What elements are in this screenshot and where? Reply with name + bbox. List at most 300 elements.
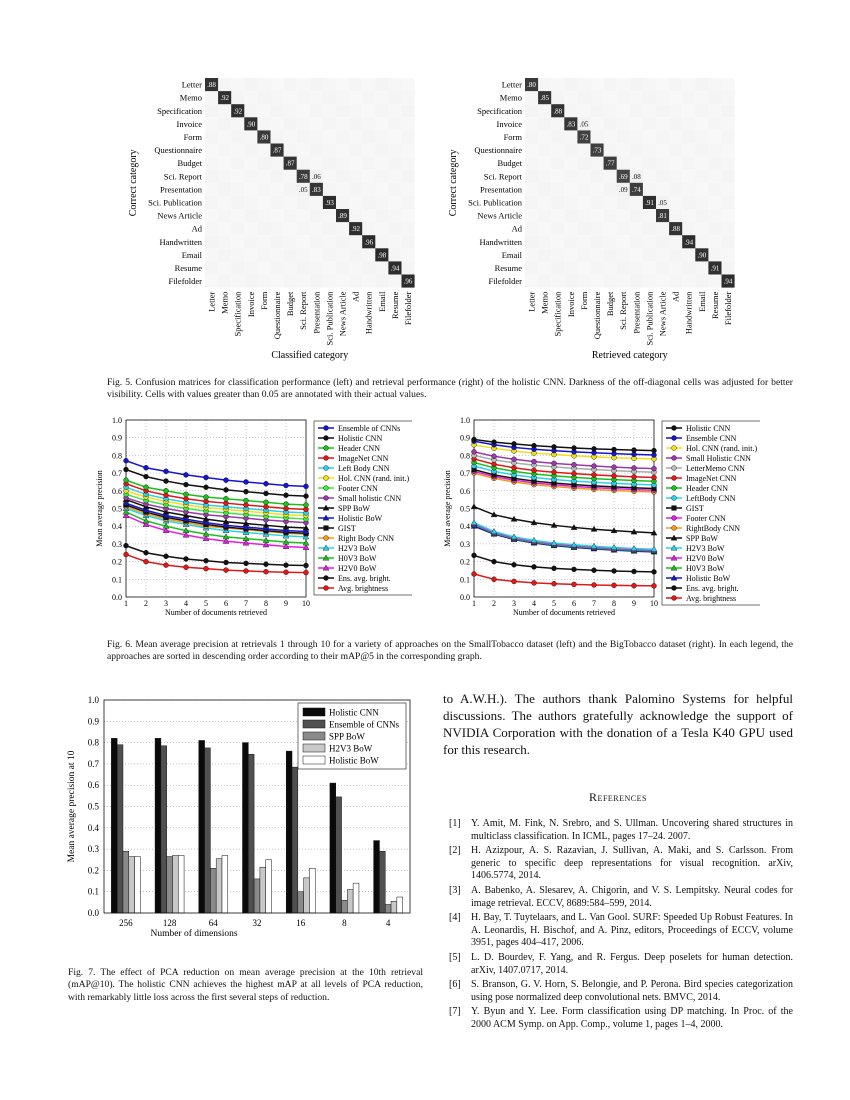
cm-cell bbox=[656, 130, 669, 143]
legend-label: Holistic BoW bbox=[686, 574, 731, 583]
cm-cell bbox=[284, 117, 297, 130]
y-tick-label: 0.4 bbox=[87, 822, 99, 833]
cm-cell bbox=[551, 130, 564, 143]
x-tick-label: 9 bbox=[632, 599, 636, 608]
cm-cell bbox=[244, 104, 257, 117]
cm-cell bbox=[218, 235, 231, 248]
y-tick-label: 0.7 bbox=[460, 469, 470, 479]
cm-col-label: Invoice bbox=[565, 291, 576, 318]
x-tick-label: 10 bbox=[650, 599, 658, 608]
legend-label: Header CNN bbox=[686, 484, 728, 493]
data-point bbox=[572, 462, 577, 467]
cm-cell bbox=[323, 130, 336, 143]
cm-cell bbox=[402, 91, 415, 104]
cm-cell bbox=[375, 275, 388, 288]
data-point bbox=[512, 579, 517, 584]
cm-cell bbox=[630, 248, 643, 261]
cm-cell bbox=[205, 157, 218, 170]
cm-cell bbox=[525, 170, 538, 183]
cm-cell bbox=[682, 196, 695, 209]
cm-cell bbox=[591, 275, 604, 288]
cm-cell bbox=[669, 78, 682, 91]
data-point bbox=[164, 488, 169, 493]
cm-cell bbox=[362, 183, 375, 196]
cm-cell bbox=[244, 209, 257, 222]
legend-label: H2V0 BoW bbox=[686, 554, 725, 563]
cm-cell bbox=[604, 130, 617, 143]
cm-cell bbox=[388, 170, 401, 183]
cm-cell bbox=[551, 91, 564, 104]
cm-row-label: Specification bbox=[477, 105, 522, 116]
cm-cell bbox=[538, 144, 551, 157]
cm-cell bbox=[564, 91, 577, 104]
cm-cell bbox=[271, 130, 284, 143]
data-point bbox=[224, 560, 229, 565]
y-tick-label: 0.1 bbox=[460, 575, 470, 585]
cm-cell bbox=[538, 170, 551, 183]
legend-label: GIST bbox=[686, 504, 704, 513]
cm-cell bbox=[695, 235, 708, 248]
cm-diag-label: .92 bbox=[233, 107, 243, 116]
cm-cell bbox=[284, 130, 297, 143]
legend-marker bbox=[324, 576, 329, 581]
cm-cell bbox=[231, 130, 244, 143]
cm-cell bbox=[722, 130, 735, 143]
cm-cell bbox=[244, 261, 257, 274]
cm-cell bbox=[218, 209, 231, 222]
data-point bbox=[512, 562, 517, 567]
cm-cell bbox=[538, 209, 551, 222]
bar bbox=[353, 883, 359, 913]
x-tick-label: 6 bbox=[224, 599, 228, 608]
y-tick-label: 1.0 bbox=[112, 416, 122, 425]
cm-col-label: Memo bbox=[539, 291, 550, 314]
y-tick-label: 0.2 bbox=[112, 557, 122, 567]
cm-row-label: Specification bbox=[157, 105, 202, 116]
cm-cell bbox=[643, 222, 656, 235]
cm-cell bbox=[722, 261, 735, 274]
data-point bbox=[572, 471, 577, 476]
cm-cell bbox=[564, 157, 577, 170]
cm-cell bbox=[617, 144, 630, 157]
legend-marker bbox=[672, 496, 677, 501]
cm-cell bbox=[231, 261, 244, 274]
cm-cell bbox=[538, 275, 551, 288]
bar bbox=[379, 851, 385, 913]
cm-cell bbox=[591, 78, 604, 91]
cm-cell bbox=[323, 183, 336, 196]
cm-cell bbox=[257, 157, 270, 170]
legend-label: Holistic CNN bbox=[338, 434, 383, 443]
data-point bbox=[304, 494, 309, 499]
cm-cell bbox=[218, 248, 231, 261]
bar bbox=[254, 879, 260, 913]
cm-cell bbox=[656, 261, 669, 274]
cm-cell bbox=[388, 130, 401, 143]
x-tick-label: 128 bbox=[162, 918, 177, 928]
cm-cell bbox=[231, 235, 244, 248]
cm-col-label: Ad bbox=[670, 291, 681, 302]
map-chart-bigtobacco bbox=[440, 412, 760, 630]
cm-diag-label: .83 bbox=[566, 120, 576, 129]
cm-cell bbox=[336, 144, 349, 157]
legend-marker bbox=[324, 536, 329, 541]
cm-cell bbox=[402, 104, 415, 117]
data-point bbox=[204, 485, 209, 490]
cm-cell bbox=[388, 222, 401, 235]
cm-diag-label: .88 bbox=[207, 81, 216, 90]
cm-cell bbox=[375, 91, 388, 104]
cm-cell bbox=[349, 117, 362, 130]
data-point bbox=[224, 478, 229, 483]
legend-marker bbox=[672, 466, 677, 471]
cm-cell bbox=[257, 248, 270, 261]
cm-cell bbox=[551, 222, 564, 235]
cm-cell bbox=[630, 78, 643, 91]
data-point bbox=[471, 504, 477, 509]
cm-cell bbox=[231, 275, 244, 288]
cm-cell bbox=[271, 261, 284, 274]
cm-cell bbox=[591, 183, 604, 196]
bar bbox=[266, 860, 272, 913]
data-point bbox=[652, 475, 657, 480]
cm-row-label: Budget bbox=[497, 158, 522, 169]
data-point bbox=[184, 472, 189, 477]
cm-cell bbox=[682, 104, 695, 117]
data-point bbox=[592, 446, 597, 451]
cm-cell bbox=[362, 222, 375, 235]
cm-row-label: Resume bbox=[174, 262, 202, 273]
cm-diag-label: .96 bbox=[403, 277, 413, 286]
cm-cell bbox=[617, 130, 630, 143]
cm-cell bbox=[708, 157, 721, 170]
data-point bbox=[552, 444, 557, 449]
cm-col-label: Form bbox=[258, 291, 269, 311]
cm-row-label: Memo bbox=[179, 92, 202, 103]
cm-cell bbox=[538, 104, 551, 117]
bar bbox=[374, 841, 380, 913]
legend-label: H2V3 BoW bbox=[338, 544, 377, 553]
data-point bbox=[144, 474, 149, 479]
cm-diag-label: .83 bbox=[311, 185, 321, 194]
bar bbox=[135, 857, 141, 913]
cm-cell bbox=[218, 222, 231, 235]
cm-cell bbox=[349, 209, 362, 222]
cm-cell bbox=[362, 275, 375, 288]
cm-cell bbox=[643, 183, 656, 196]
cm-diag-label: .98 bbox=[377, 251, 387, 260]
cm-row-label: Presentation bbox=[479, 184, 522, 195]
cm-cell bbox=[323, 209, 336, 222]
legend-marker bbox=[672, 526, 677, 531]
cm-col-label: Invoice bbox=[245, 291, 256, 318]
cm-cell bbox=[362, 261, 375, 274]
cm-row-label: Budget bbox=[177, 158, 202, 169]
cm-cell bbox=[402, 183, 415, 196]
cm-col-label: Handwritten bbox=[683, 291, 694, 335]
cm-cell bbox=[695, 222, 708, 235]
legend-marker bbox=[672, 426, 677, 431]
legend-label: Ensemble CNN bbox=[686, 434, 737, 443]
cm-cell bbox=[669, 261, 682, 274]
cm-cell bbox=[525, 222, 538, 235]
y-tick-label: 0.3 bbox=[87, 844, 99, 855]
cm-cell bbox=[643, 130, 656, 143]
cm-cell bbox=[244, 235, 257, 248]
data-point bbox=[532, 468, 537, 473]
x-tick-label: 8 bbox=[264, 599, 268, 608]
cm-cell bbox=[336, 222, 349, 235]
cm-cell bbox=[402, 196, 415, 209]
cm-cell bbox=[349, 183, 362, 196]
legend-marker bbox=[324, 466, 329, 471]
cm-cell bbox=[205, 144, 218, 157]
cm-cell bbox=[244, 130, 257, 143]
cm-cell bbox=[591, 261, 604, 274]
cm-offdiag-label: .05 bbox=[298, 185, 308, 194]
cm-cell bbox=[257, 183, 270, 196]
cm-cell bbox=[297, 235, 310, 248]
series-line bbox=[474, 555, 654, 571]
cm-cell bbox=[362, 248, 375, 261]
cm-row-label: Sci. Publication bbox=[148, 197, 202, 208]
cm-cell bbox=[388, 117, 401, 130]
data-point bbox=[572, 582, 577, 587]
bar bbox=[129, 857, 135, 913]
cm-cell bbox=[617, 209, 630, 222]
data-point bbox=[612, 568, 617, 573]
cm-cell bbox=[577, 261, 590, 274]
cm-col-label: Sci. Report bbox=[618, 291, 629, 330]
bar bbox=[248, 754, 254, 913]
bar bbox=[292, 767, 298, 913]
cm-cell bbox=[257, 209, 270, 222]
cm-cell bbox=[388, 183, 401, 196]
cm-cell bbox=[297, 222, 310, 235]
x-tick-label: 7 bbox=[592, 599, 596, 608]
cm-cell bbox=[297, 104, 310, 117]
bar bbox=[155, 738, 161, 913]
data-point bbox=[632, 474, 637, 479]
cm-cell bbox=[604, 170, 617, 183]
cm-cell bbox=[271, 183, 284, 196]
cm-cell bbox=[538, 235, 551, 248]
cm-cell bbox=[630, 130, 643, 143]
cm-cell bbox=[525, 196, 538, 209]
cm-cell bbox=[656, 170, 669, 183]
data-point bbox=[532, 564, 537, 569]
cm-offdiag-label: .08 bbox=[631, 172, 641, 181]
cm-cell bbox=[257, 91, 270, 104]
x-tick-label: 256 bbox=[119, 918, 133, 928]
data-point bbox=[532, 580, 537, 585]
cm-offdiag-label: .05 bbox=[579, 120, 589, 129]
cm-cell bbox=[525, 130, 538, 143]
cm-cell bbox=[323, 157, 336, 170]
cm-cell bbox=[682, 144, 695, 157]
acknowledgements-text: to A.W.H.). The authors thank Palomino Systems for helpful discussions. The authors gratefully acknowledge the support of NVIDIA Corporation with the donation of a Tesla K40 GPU used for this research. bbox=[443, 691, 793, 757]
cm-cell bbox=[205, 196, 218, 209]
cm-cell bbox=[617, 196, 630, 209]
cm-cell bbox=[525, 209, 538, 222]
cm-cell bbox=[643, 248, 656, 261]
data-point bbox=[284, 563, 289, 568]
cm-cell bbox=[244, 157, 257, 170]
cm-cell bbox=[551, 235, 564, 248]
cm-cell bbox=[577, 196, 590, 209]
cm-row-label: Sci. Publication bbox=[468, 197, 522, 208]
cm-cell bbox=[349, 235, 362, 248]
cm-cell bbox=[284, 261, 297, 274]
legend-marker bbox=[324, 526, 329, 531]
x-tick-label: 8 bbox=[612, 599, 616, 608]
cm-row-label: Letter bbox=[501, 79, 522, 90]
cm-cell bbox=[297, 261, 310, 274]
x-axis-label: Number of dimensions bbox=[150, 929, 238, 939]
cm-cell bbox=[682, 78, 695, 91]
data-point bbox=[532, 459, 537, 464]
legend-marker bbox=[672, 436, 677, 441]
data-point bbox=[492, 577, 497, 582]
y-tick-label: 0.9 bbox=[460, 433, 470, 443]
cm-diag-label: .91 bbox=[645, 198, 654, 207]
x-tick-label: 5 bbox=[204, 599, 208, 608]
cm-cell bbox=[630, 275, 643, 288]
cm-cell bbox=[708, 235, 721, 248]
cm-cell bbox=[362, 144, 375, 157]
cm-cell bbox=[284, 275, 297, 288]
cm-col-label: Specification bbox=[232, 291, 243, 337]
cm-cell bbox=[284, 183, 297, 196]
cm-cell bbox=[297, 157, 310, 170]
data-point bbox=[264, 500, 269, 505]
cm-cell bbox=[538, 183, 551, 196]
cm-row-label: Email bbox=[501, 249, 522, 260]
legend-label: SPP BoW bbox=[329, 731, 365, 742]
cm-cell bbox=[695, 275, 708, 288]
cm-diag-label: .81 bbox=[658, 212, 667, 221]
cm-cell bbox=[388, 196, 401, 209]
cm-cell bbox=[402, 222, 415, 235]
cm-cell bbox=[323, 144, 336, 157]
cm-cell bbox=[402, 130, 415, 143]
cm-cell bbox=[630, 222, 643, 235]
legend-label: H2V3 BoW bbox=[686, 544, 725, 553]
cm-cell bbox=[362, 91, 375, 104]
cm-cell bbox=[218, 170, 231, 183]
cm-cell bbox=[630, 91, 643, 104]
series-line bbox=[474, 507, 654, 533]
legend-label: Ens. avg. bright. bbox=[338, 574, 391, 583]
cm-diag-label: .80 bbox=[527, 81, 536, 90]
cm-cell bbox=[551, 157, 564, 170]
cm-cell bbox=[604, 196, 617, 209]
cm-col-label: Questionnaire bbox=[592, 291, 603, 340]
legend-marker bbox=[672, 456, 677, 461]
x-tick-label: 10 bbox=[302, 599, 310, 608]
data-point bbox=[284, 483, 289, 488]
cm-cell bbox=[271, 117, 284, 130]
cm-col-label: Memo bbox=[219, 291, 230, 314]
cm-cell bbox=[656, 104, 669, 117]
cm-cell bbox=[669, 248, 682, 261]
cm-cell bbox=[722, 222, 735, 235]
cm-diag-label: .92 bbox=[220, 94, 230, 103]
cm-row-label: Form bbox=[503, 131, 522, 142]
y-tick-label: 0.3 bbox=[460, 539, 470, 549]
cm-cell bbox=[297, 209, 310, 222]
bar bbox=[243, 743, 249, 913]
reference-item bbox=[449, 845, 793, 883]
data-point bbox=[264, 481, 269, 486]
cm-col-label: Filefolder bbox=[403, 291, 414, 326]
bar bbox=[385, 904, 391, 913]
reference-number: [5] bbox=[449, 951, 461, 963]
cm-cell bbox=[323, 222, 336, 235]
cm-cell bbox=[271, 248, 284, 261]
cm-cell bbox=[643, 275, 656, 288]
cm-cell bbox=[656, 235, 669, 248]
cm-cell bbox=[349, 91, 362, 104]
cm-cell bbox=[656, 248, 669, 261]
y-tick-label: 0.5 bbox=[460, 504, 470, 514]
cm-cell bbox=[284, 91, 297, 104]
cm-row-label: News Article bbox=[157, 210, 202, 221]
cm-cell bbox=[244, 275, 257, 288]
y-tick-label: 0.8 bbox=[460, 451, 470, 461]
cm-cell bbox=[284, 196, 297, 209]
cm-cell bbox=[525, 117, 538, 130]
cm-cell bbox=[310, 78, 323, 91]
y-tick-label: 0.6 bbox=[87, 780, 99, 791]
cm-cell bbox=[205, 235, 218, 248]
data-point bbox=[144, 465, 149, 470]
x-axis-label: Number of documents retrieved bbox=[165, 608, 267, 617]
cm-cell bbox=[375, 196, 388, 209]
data-point bbox=[224, 568, 229, 573]
cm-cell bbox=[551, 275, 564, 288]
cm-cell bbox=[708, 170, 721, 183]
cm-row-label: Ad bbox=[191, 223, 202, 234]
x-tick-label: 3 bbox=[164, 599, 168, 608]
cm-cell bbox=[375, 170, 388, 183]
cm-cell bbox=[722, 117, 735, 130]
cm-cell bbox=[564, 183, 577, 196]
cm-cell bbox=[564, 261, 577, 274]
cm-cell bbox=[604, 235, 617, 248]
cm-diag-label: .74 bbox=[631, 185, 641, 194]
cm-cell bbox=[617, 261, 630, 274]
cm-xlabel: Classified category bbox=[271, 350, 349, 361]
data-point bbox=[512, 465, 517, 470]
cm-cell bbox=[297, 130, 310, 143]
cm-cell bbox=[695, 183, 708, 196]
data-point bbox=[244, 568, 249, 573]
cm-cell bbox=[708, 117, 721, 130]
legend-marker bbox=[672, 446, 677, 451]
cm-cell bbox=[218, 275, 231, 288]
cm-cell bbox=[231, 209, 244, 222]
cm-cell bbox=[271, 222, 284, 235]
cm-cell bbox=[284, 235, 297, 248]
y-tick-label: 0.5 bbox=[112, 504, 122, 514]
bar bbox=[304, 878, 310, 913]
cm-cell bbox=[538, 222, 551, 235]
cm-cell bbox=[682, 248, 695, 261]
cm-cell bbox=[323, 91, 336, 104]
data-point bbox=[532, 443, 537, 448]
legend-marker bbox=[672, 476, 677, 481]
